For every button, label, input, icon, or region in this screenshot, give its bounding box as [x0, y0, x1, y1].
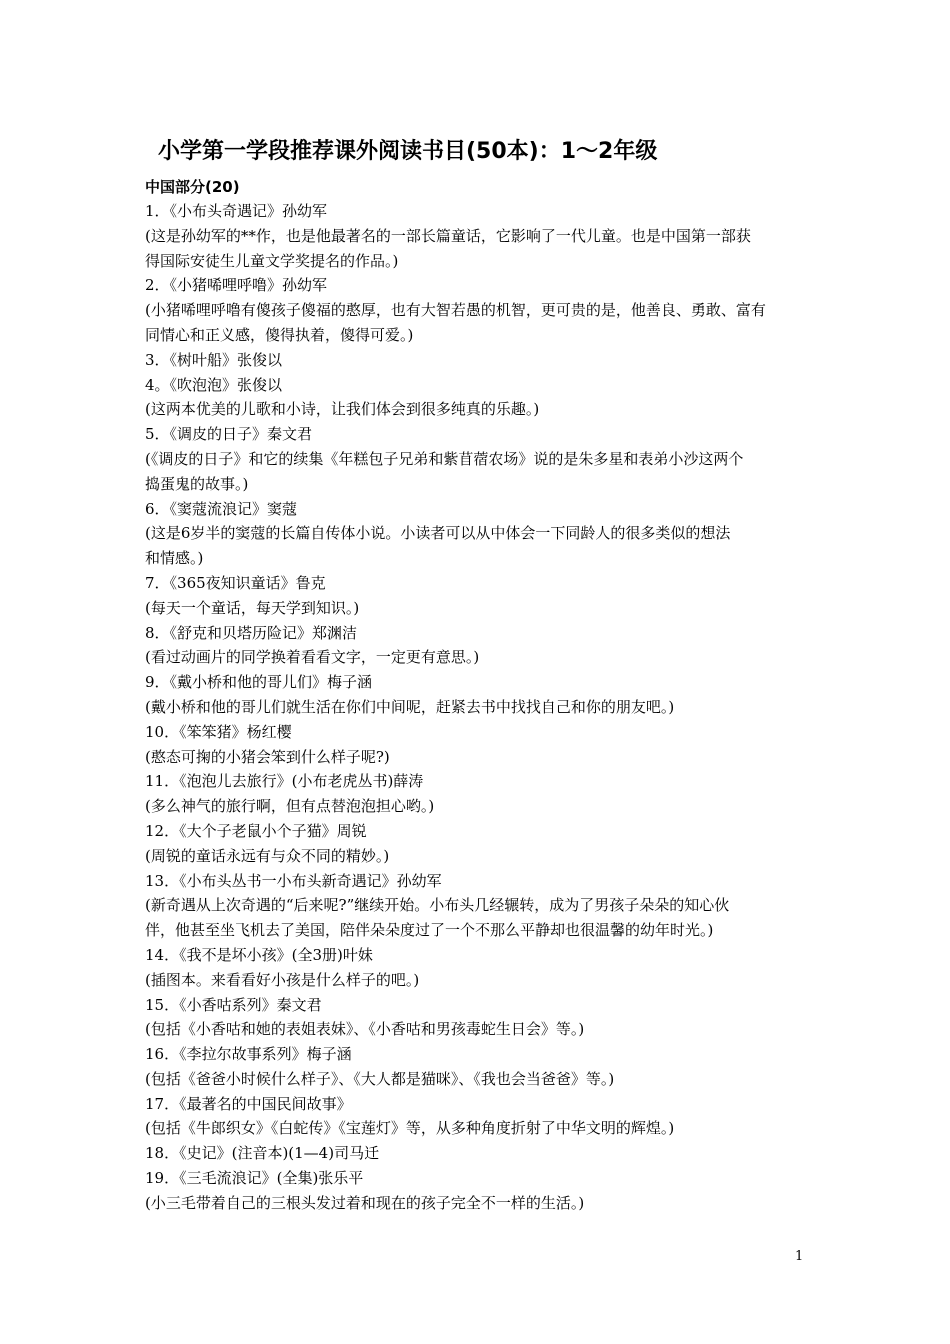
text-line: 5．《调皮的日子》秦文君 [145, 425, 313, 444]
text-line: 17．《最著名的中国民间故事》 [145, 1094, 352, 1113]
text-line: 13．《小布头丛书一小布头新奇遇记》孙幼军 [145, 871, 442, 890]
document-title: 小学第一学段推荐课外阅读书目(50本)：1～2年级 [158, 139, 658, 164]
text-line: (小猪唏哩呼噜有傻孩子傻福的憨厚，也有大智若愚的机智，更可贵的是，他善良、勇敢、富有 [145, 301, 766, 320]
text-line: 3．《树叶船》张俊以 [145, 350, 283, 369]
text-line: 16．《李拉尔故事系列》梅子涵 [145, 1045, 352, 1064]
section-heading: 中国部分(20) [145, 178, 240, 196]
text-line: 12．《大个子老鼠小个子猫》周锐 [145, 821, 367, 840]
book-list [145, 199, 810, 1216]
text-line: 7．《365夜知识童话》鲁克 [145, 573, 326, 592]
text-line: (《调皮的日子》和它的续集《年糕包子兄弟和紫苜蓿农场》说的是朱多星和表弟小沙这两个 [145, 449, 744, 468]
text-line: (憨态可掬的小猪会笨到什么样子呢?) [145, 747, 390, 766]
text-line: 9．《戴小桥和他的哥儿们》梅子涵 [145, 673, 373, 692]
text-line: (小三毛带着自己的三根头发过着和现在的孩子完全不一样的生活。) [145, 1193, 585, 1212]
text-line: (看过动画片的同学换着看看文字，一定更有意思。) [145, 648, 480, 667]
page-number: 1 [795, 1249, 804, 1264]
text-line: (插图本。来看看好小孩是什么样子的吧。) [145, 970, 420, 989]
text-line: 15．《小香咕系列》秦文君 [145, 995, 322, 1014]
text-line: 同情心和正义感，傻得执着，傻得可爱。) [145, 325, 414, 344]
text-line: (包括《爸爸小时候什么样子》、《大人都是猫咪》、《我也会当爸爸》等。) [145, 1069, 615, 1088]
text-line: 8．《舒克和贝塔历险记》郑渊洁 [145, 623, 358, 642]
text-line: 捣蛋鬼的故事。) [145, 474, 249, 493]
text-line: (每天一个童话，每天学到知识。) [145, 598, 360, 617]
text-line: (周锐的童话永远有与众不同的精妙。) [145, 846, 390, 865]
text-line: 得国际安徒生儿童文学奖提名的作品。) [145, 251, 399, 270]
text-line: (新奇遇从上次奇遇的“后来呢?”继续开始。小布头几经辗转，成为了男孩子朵朵的知心伙 [145, 896, 730, 915]
text-line: (这是6岁半的窦蔻的长篇自传体小说。小读者可以从中体会一下同龄人的很多类似的想法 [145, 524, 731, 543]
text-line: 14．《我不是坏小孩》(全3册)叶妹 [145, 945, 373, 964]
text-line: 伴，他甚至坐飞机去了美国，陪伴朵朵度过了一个不那么平静却也很温馨的幼年时光。) [145, 921, 714, 940]
text-line: (戴小桥和他的哥儿们就生活在你们中间呢，赶紧去书中找找自己和你的朋友吧。) [145, 697, 675, 716]
text-line: (这是孙幼军的**作，也是他最著名的一部长篇童话，它影响了一代儿童。也是中国第一部获 [145, 226, 751, 245]
text-line: 和情感。) [145, 549, 204, 568]
text-line: 2．《小猪唏哩呼噜》孙幼军 [145, 276, 328, 295]
text-line: 1．《小布头奇遇记》孙幼军 [145, 202, 328, 220]
text-line: (多么神气的旅行啊，但有点替泡泡担心哟。) [145, 797, 435, 816]
text-line: 10．《笨笨猪》杨红樱 [145, 722, 292, 741]
text-line: 19．《三毛流浪记》(全集)张乐平 [145, 1169, 364, 1188]
text-line: (包括《牛郎织女》《白蛇传》《宝莲灯》等，从多种角度折射了中华文明的辉煌。) [145, 1119, 675, 1138]
text-line: (包括《小香咕和她的表姐表妹》、《小香咕和男孩毒蛇生日会》等。) [145, 1020, 585, 1039]
text-line: 4。《吹泡泡》张俊以 [145, 375, 283, 394]
text-line: 18．《史记》(注音本)(1—4)司马迁 [145, 1144, 380, 1163]
text-line: 6．《窦蔻流浪记》窦蔻 [145, 499, 298, 518]
text-line: (这两本优美的儿歌和小诗，让我们体会到很多纯真的乐趣。) [145, 400, 540, 419]
text-line: 11．《泡泡儿去旅行》(小布老虎丛书)薛涛 [145, 772, 424, 791]
